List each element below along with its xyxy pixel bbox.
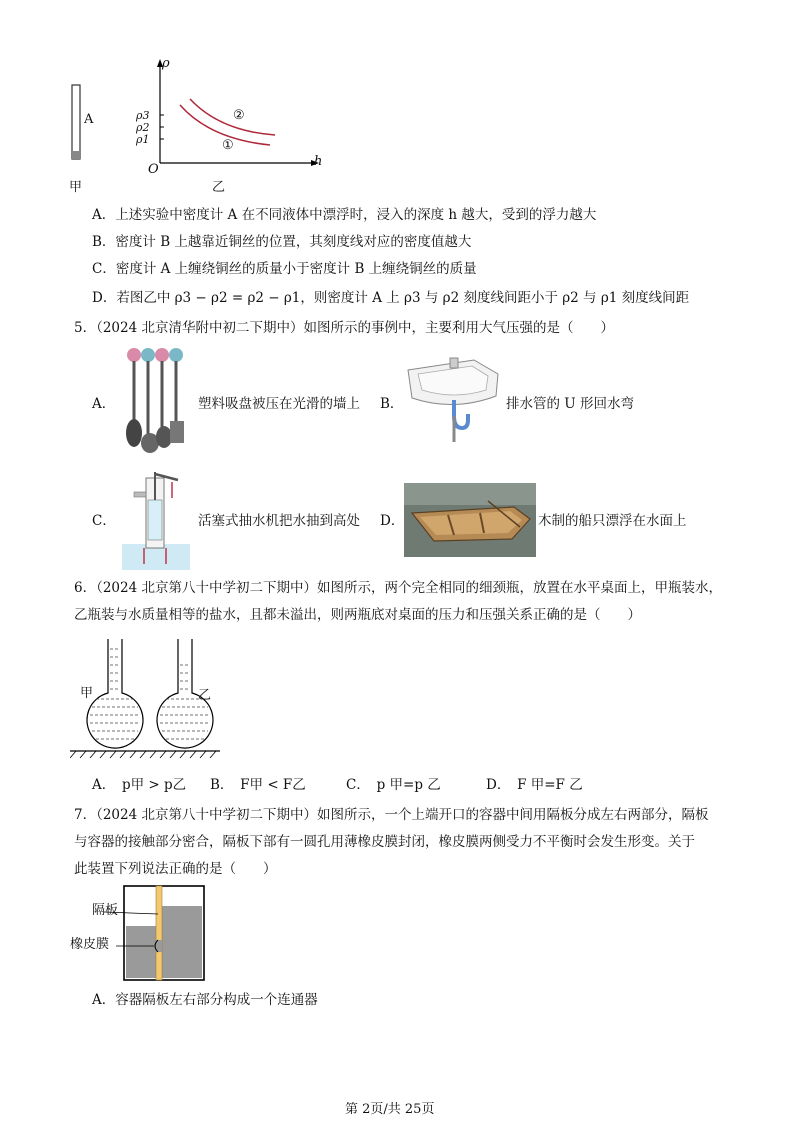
q4-option-a: A．上述实验中密度计 A 在不同液体中漂浮时，浸入的深度 h 越大，受到的浮力越大 [92,207,597,223]
q7-stem-line1: 7．（2024 北京第八十中学初二下期中）如图所示，一个上端开口的容器中间用隔板分成左右两部分，隔板 [74,807,709,823]
container-figure [70,884,220,984]
q6-option-a: A． p甲 > p乙 [92,777,187,793]
q5-c-text: 活塞式抽水机把水抽到高处 [198,513,360,529]
sink-u-trap-image [404,356,500,446]
axis-h-label: h [314,154,323,169]
q5-d-letter: D． [380,513,405,529]
curve-2-label: ② [233,108,245,123]
q7-stem-line3: 此装置下列说法正确的是（ ） [74,861,277,877]
rho2-label: ρ2 [136,121,150,134]
curve-1-label: ① [222,138,234,153]
partition-label: 隔板 [92,903,119,918]
density-graph-svg [60,55,340,200]
q6-option-d: D． F 甲=F 乙 [486,777,583,793]
density-meter-tube [72,85,80,159]
q5-a-text: 塑料吸盘被压在光滑的墙上 [198,396,360,412]
q5-a-letter: A． [92,396,116,412]
q4-option-b: B．密度计 B 上越靠近铜丝的位置，其刻度线对应的密度值越大 [92,234,472,250]
q6-option-b: B． F甲 < F乙 [210,777,306,793]
figure-density-meter [60,55,340,200]
suction-cup-image [122,345,194,455]
q5-stem: 5．（2024 北京清华附中初二下期中）如图所示的事例中，主要利用大气压强的是（ ） [74,320,614,336]
axis-rho-label: ρ [162,56,170,71]
label-jia: 甲 [69,180,83,195]
membrane-label: 橡皮膜 [70,937,110,952]
q5-c-letter: C． [92,513,116,529]
label-yi: 乙 [212,180,226,195]
q4-option-c: C．密度计 A 上缠绕铜丝的质量小于密度计 B 上缠绕铜丝的质量 [92,261,477,277]
piston-pump-image [120,470,192,570]
page-footer: 第 2页/共 25页 [345,1102,435,1117]
q5-b-letter: B． [380,396,404,412]
origin-label: O [148,162,159,177]
q4-option-d: D．若图乙中 ρ3 − ρ2 = ρ2 − ρ1，则密度计 A 上 ρ3 与 ρ2 刻度线间距小于 ρ2 与 ρ1 刻度线间距 [92,290,690,306]
q7-option-a: A．容器隔板左右部分构成一个连通器 [92,992,318,1008]
q6-stem-line2: 乙瓶装与水质量相等的盐水，且都未溢出，则两瓶底对桌面的压力和压强关系正确的是（ ） [74,607,641,623]
q5-d-text: 木制的船只漂浮在水面上 [538,513,687,529]
flasks-figure [70,635,230,765]
rho1-label: ρ1 [136,133,150,146]
q6-stem-line1: 6．（2024 北京第八十中学初二下期中）如图所示，两个完全相同的细颈瓶，放置在水平桌面上，甲瓶装水， [74,580,722,596]
wooden-boat-image [404,483,536,557]
flask-jia-label: 甲 [80,686,94,701]
q7-stem-line2: 与容器的接触部分密合，隔板下部有一圆孔用薄橡皮膜封闭，橡皮膜两侧受力不平衡时会发生形变。关于 [74,834,695,850]
copper-wire [72,151,80,159]
q5-b-text: 排水管的 U 形回水弯 [506,396,634,412]
flask-yi-label: 乙 [198,688,212,703]
rho3-label: ρ3 [136,109,150,122]
q6-option-c: C． p 甲=p 乙 [346,777,441,793]
label-A: A [84,112,94,127]
